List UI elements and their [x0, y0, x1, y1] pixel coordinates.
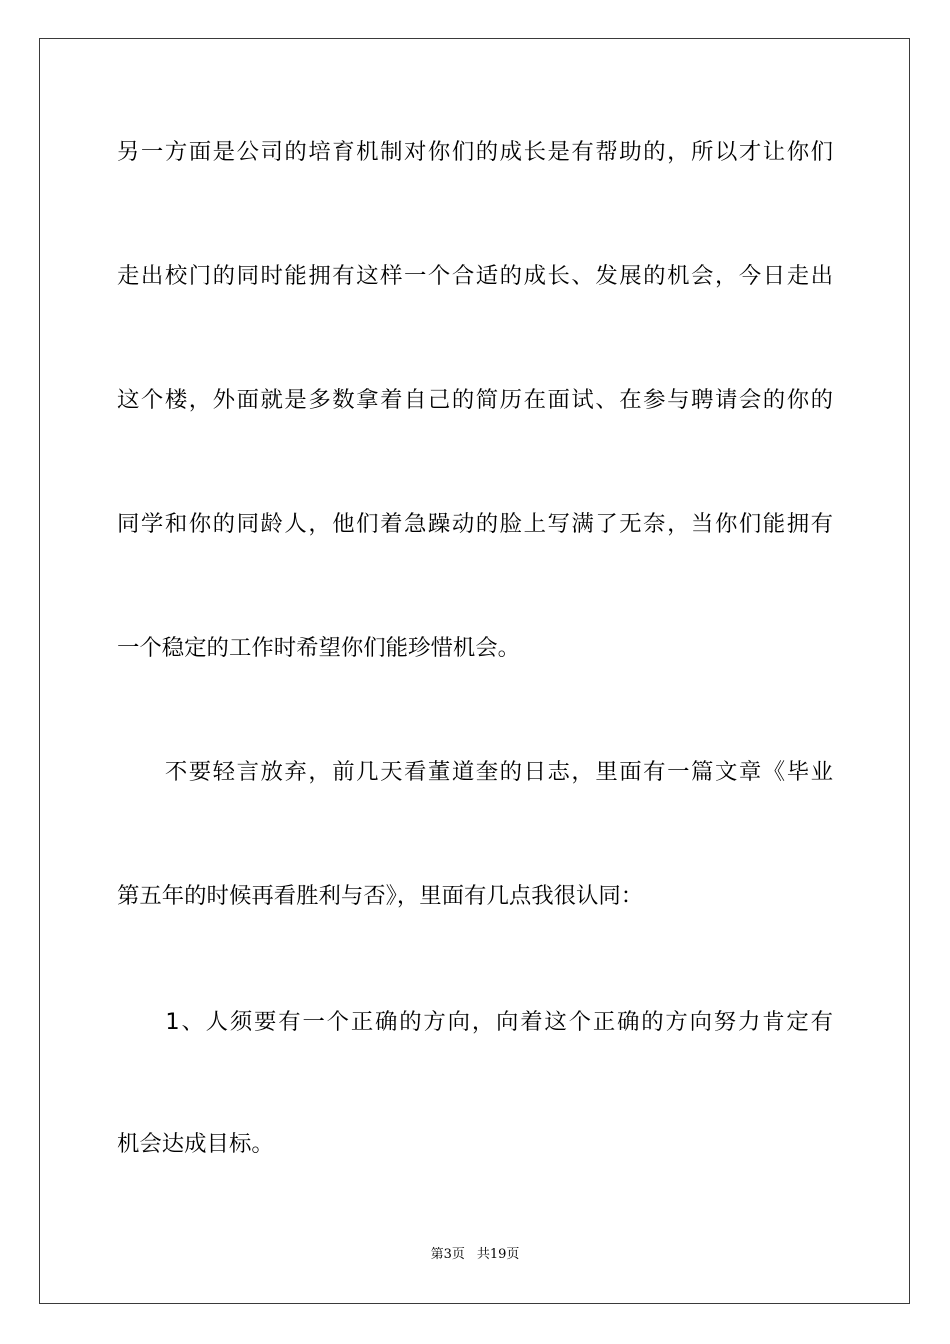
paragraph-line: 一个稳定的工作时希望你们能珍惜机会。 — [117, 635, 521, 661]
paragraph-line: 走出校门的同时能拥有这样一个合适的成长、发展的机会，今日走出 — [117, 263, 833, 289]
page-total: 共19页 — [476, 1247, 520, 1262]
paragraph-line: 不要轻言放弃，前几天看董道奎的日志，里面有一篇文章《毕业 — [117, 759, 833, 785]
paragraph-line: 这个楼，外面就是多数拿着自己的简历在面试、在参与聘请会的你的 — [117, 387, 833, 413]
paragraph-line: 另一方面是公司的培育机制对你们的成长是有帮助的，所以才让你们 — [117, 139, 833, 165]
paragraph-line: 同学和你的同龄人，他们着急躁动的脸上写满了无奈，当你们能拥有 — [117, 511, 833, 537]
page-footer — [0, 1247, 950, 1263]
page-border — [39, 38, 910, 1304]
page-number: 第3页 — [430, 1247, 465, 1262]
paragraph-line: 机会达成目标。 — [117, 1131, 274, 1157]
paragraph-line: 第五年的时候再看胜利与否》，里面有几点我很认同： — [117, 883, 644, 909]
paragraph-line: 1、人须要有一个正确的方向，向着这个正确的方向努力肯定有 — [117, 1009, 833, 1035]
